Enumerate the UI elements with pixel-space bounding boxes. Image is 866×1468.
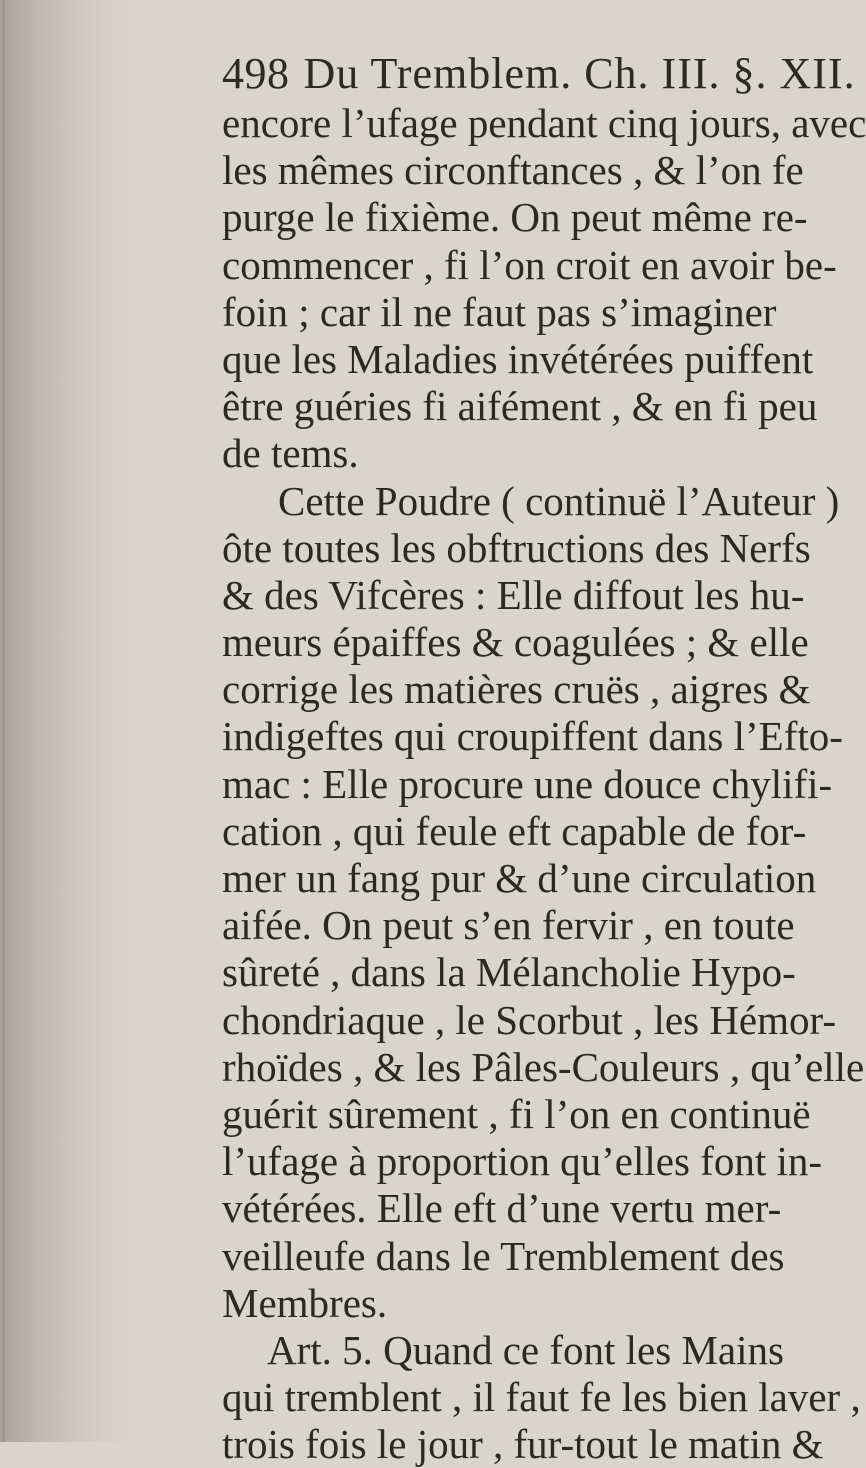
text-line: foin ; car il ne faut pas s’imaginer [222,288,777,335]
text-line: chondriaque , le Scorbut , les Hémor- [222,996,836,1043]
text-line: qui tremblent , il faut fe les bien laver , [222,1374,861,1421]
text-line: veilleufe dans le Tremblement des [222,1232,785,1279]
text-line: sûreté , dans la Mélancholie Hypo- [222,949,796,996]
text-line: guérit sûrement , fi l’on en continuë [222,1090,811,1137]
running-title: Du Tremblem. Ch. III. §. XII. [303,49,856,98]
paragraph-start-line: Cette Poudre ( continuë l’Auteur ) [278,477,840,524]
text-line: aifée. On peut s’en fervir , en toute [222,902,795,949]
text-line: de tems. [222,430,359,477]
text-line: & des Vifcères : Elle diffout les hu- [222,571,805,618]
article-heading-line: Art. 5. Quand ce font les Mains [267,1326,784,1373]
text-line: mac : Elle procure une douce chylifi- [222,760,833,807]
text-line: trois fois le jour , fur-tout le matin & [222,1421,824,1468]
text-line: corrige les matières cruës , aigres & [222,666,811,713]
text-line: encore l’ufage pendant cinq jours, avec [222,100,866,146]
text-line: être guéries fi aifément , & en fi peu [222,383,818,430]
text-line: vétérées. Elle eft d’une vertu mer- [222,1185,782,1232]
text-line: commencer , fi l’on croit en avoir be- [222,241,837,288]
text-line: meurs épaiffes & coagulées ; & elle [222,619,809,666]
text-line: indigeftes qui croupiffent dans l’Efto- [222,713,843,760]
text-line: ôte toutes les obftructions des Nerfs [222,524,811,571]
text-line: purge le fixième. On peut même re- [222,194,808,241]
text-line: cation , qui feule eft capable de for- [222,807,807,854]
text-line: que les Maladies invétérées puiffent [222,335,814,382]
running-header [222,48,856,100]
text-line: mer un fang pur & d’une circulation [222,855,817,901]
page-number: 498 [222,49,290,98]
text-line: les mêmes circonftances , & l’on fe [222,147,804,194]
body-text [222,100,866,1468]
text-line: rhoïdes , & les Pâles-Couleurs , qu’elle [222,1043,865,1090]
text-line: l’ufage à proportion qu’elles font in- [222,1138,823,1185]
text-line: Membres. [222,1279,388,1326]
